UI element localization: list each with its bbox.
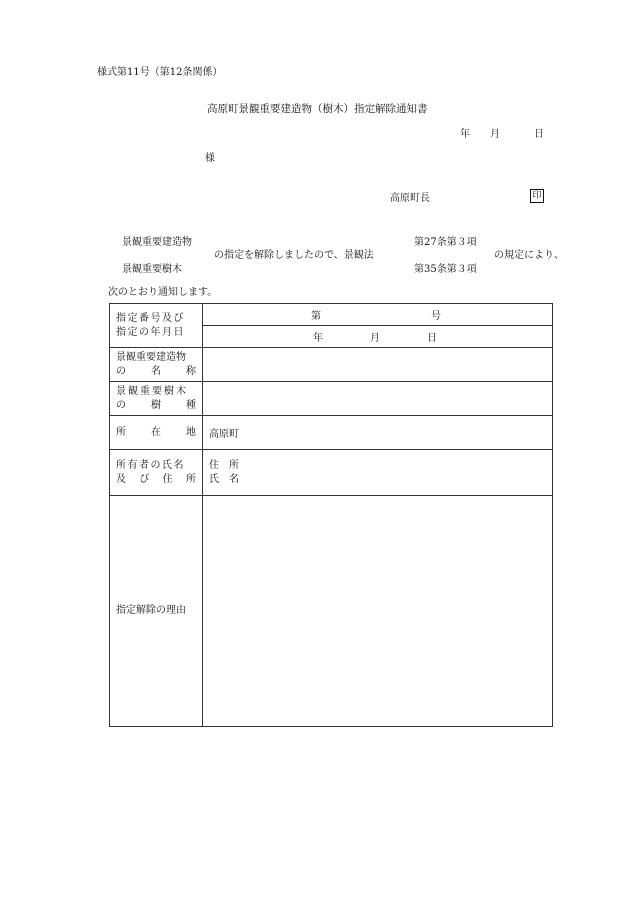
article-tree: 第35条第３項	[414, 264, 477, 275]
label-part: 種	[186, 399, 196, 411]
label-designation-line2: 指定の年月日	[116, 326, 185, 338]
label-tree-species	[110, 382, 203, 416]
table-row-building-name	[110, 348, 553, 382]
option-building: 景観重要建造物	[122, 237, 192, 248]
reason-field[interactable]	[203, 496, 553, 727]
label-designation	[110, 304, 203, 348]
issue-date	[460, 125, 544, 140]
label-part: 樹	[151, 399, 161, 411]
issue-date-year: 年	[460, 129, 470, 140]
label-reason-text: 指定解除の理由	[116, 605, 186, 616]
location-field[interactable]	[203, 416, 553, 450]
label-part: 名	[151, 365, 161, 377]
label-tree-species-line2	[116, 399, 196, 413]
table-row-designation	[110, 304, 553, 326]
label-part: の	[116, 399, 126, 411]
label-part: 住	[162, 473, 173, 485]
date-month: 月	[370, 333, 380, 344]
document-title: 高原町景観重要建造物（樹木）指定解除通知書	[207, 103, 428, 115]
label-building-name	[110, 348, 203, 382]
label-owner-line1: 所有者の氏名	[116, 459, 185, 471]
owner-address-label: 住 所	[209, 459, 239, 471]
owner-name-label: 氏 名	[209, 473, 239, 485]
label-part: 所	[116, 426, 126, 438]
label-tree-species-line1: 景観重要樹木	[116, 385, 188, 397]
label-part: の	[116, 365, 126, 377]
label-owner	[110, 450, 203, 496]
label-building-name-line2	[116, 365, 196, 379]
seal-mark: 印	[530, 189, 544, 203]
label-owner-line2	[116, 473, 196, 487]
label-reason	[110, 496, 203, 727]
label-part: 在	[151, 426, 161, 438]
number-suffix: 号	[431, 311, 441, 322]
body-middle-text: の指定を解除しましたので、景観法	[214, 250, 374, 261]
body-next-line: 次のとおり通知します。	[108, 287, 218, 298]
date-year: 年	[313, 333, 323, 344]
label-part: び	[139, 473, 150, 485]
label-part: 及	[116, 473, 126, 485]
date-day: 日	[427, 333, 437, 344]
table-row-tree-species	[110, 382, 553, 416]
form-number: 様式第11号（第12条関係）	[97, 67, 223, 78]
article-building: 第27条第３項	[414, 237, 477, 248]
label-location	[110, 416, 203, 450]
label-part: 称	[186, 365, 196, 377]
addressee-suffix: 様	[205, 153, 215, 164]
designation-date-field[interactable]	[203, 326, 553, 348]
option-tree: 景観重要樹木	[122, 264, 182, 275]
label-part: 地	[186, 426, 196, 438]
label-part: 所	[185, 473, 196, 485]
table-row-owner	[110, 450, 553, 496]
table-row-location	[110, 416, 553, 450]
issue-date-day: 日	[534, 129, 544, 140]
building-name-field[interactable]	[203, 348, 553, 382]
tree-species-field[interactable]	[203, 382, 553, 416]
issue-date-month: 月	[490, 129, 500, 140]
notification-table	[109, 303, 553, 727]
location-value: 高原町	[209, 429, 239, 440]
table-row-reason	[110, 496, 553, 727]
label-designation-line1: 指定番号及び	[116, 312, 185, 324]
issuer-name: 高原町長	[390, 193, 430, 204]
number-prefix: 第	[311, 311, 321, 322]
label-building-name-line1: 景観重要建造物	[116, 351, 186, 363]
designation-number-field[interactable]	[203, 304, 553, 326]
body-end-text: の規定により、	[494, 250, 564, 261]
owner-field[interactable]	[203, 450, 553, 496]
